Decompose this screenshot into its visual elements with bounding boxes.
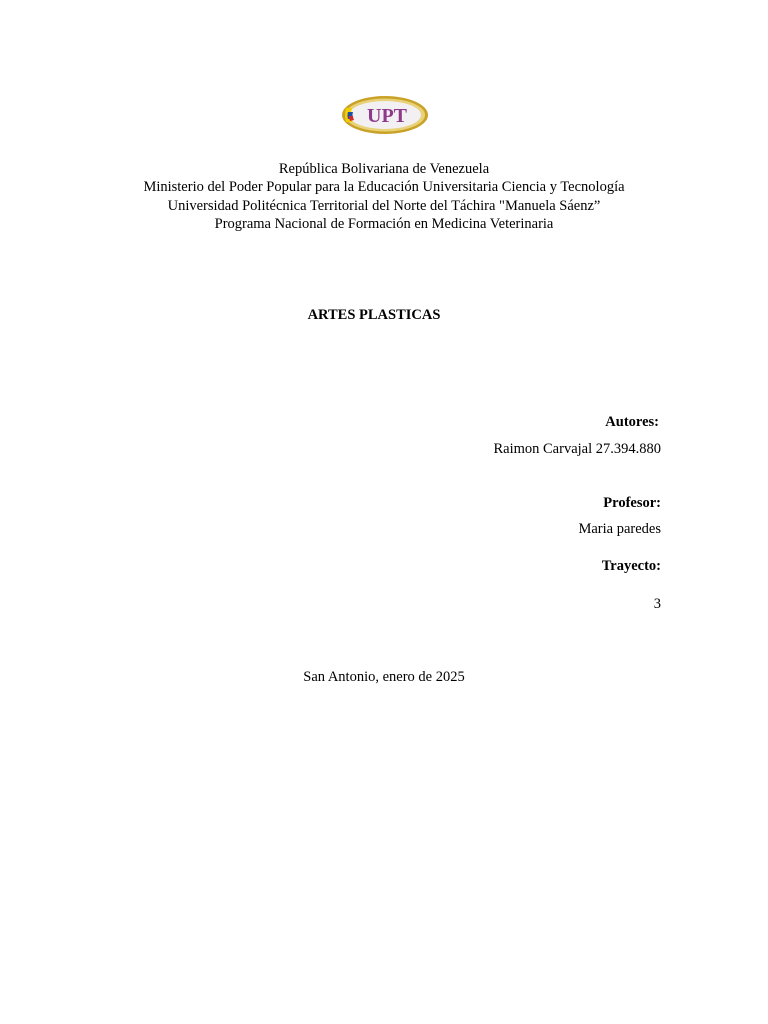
place-date: San Antonio, enero de 2025 [303, 669, 465, 685]
authors-label: Autores: [605, 414, 659, 430]
logo-text: UPT [367, 105, 407, 127]
trayecto-value: 3 [653, 596, 661, 612]
university-logo [340, 94, 430, 136]
header-line-country: República Bolivariana de Venezuela [278, 161, 490, 177]
logo-emblem-icon [340, 94, 430, 136]
trayecto-label: Trayecto: [601, 558, 661, 574]
professor-label: Profesor: [603, 495, 661, 511]
document-title: ARTES PLASTICAS [307, 307, 441, 323]
institution-header [0, 160, 768, 233]
authors-value: Raimon Carvajal 27.394.880 [493, 441, 661, 457]
professor-value: Maria paredes [578, 521, 661, 537]
header-line-university: Universidad Politécnica Territorial del Norte del Táchira "Manuela Sáenz” [167, 197, 601, 214]
header-line-ministry: Ministerio del Poder Popular para la Educación Universitaria Ciencia y Tecnología [143, 179, 625, 196]
header-line-program: Programa Nacional de Formación en Medicina Veterinaria [214, 215, 554, 232]
